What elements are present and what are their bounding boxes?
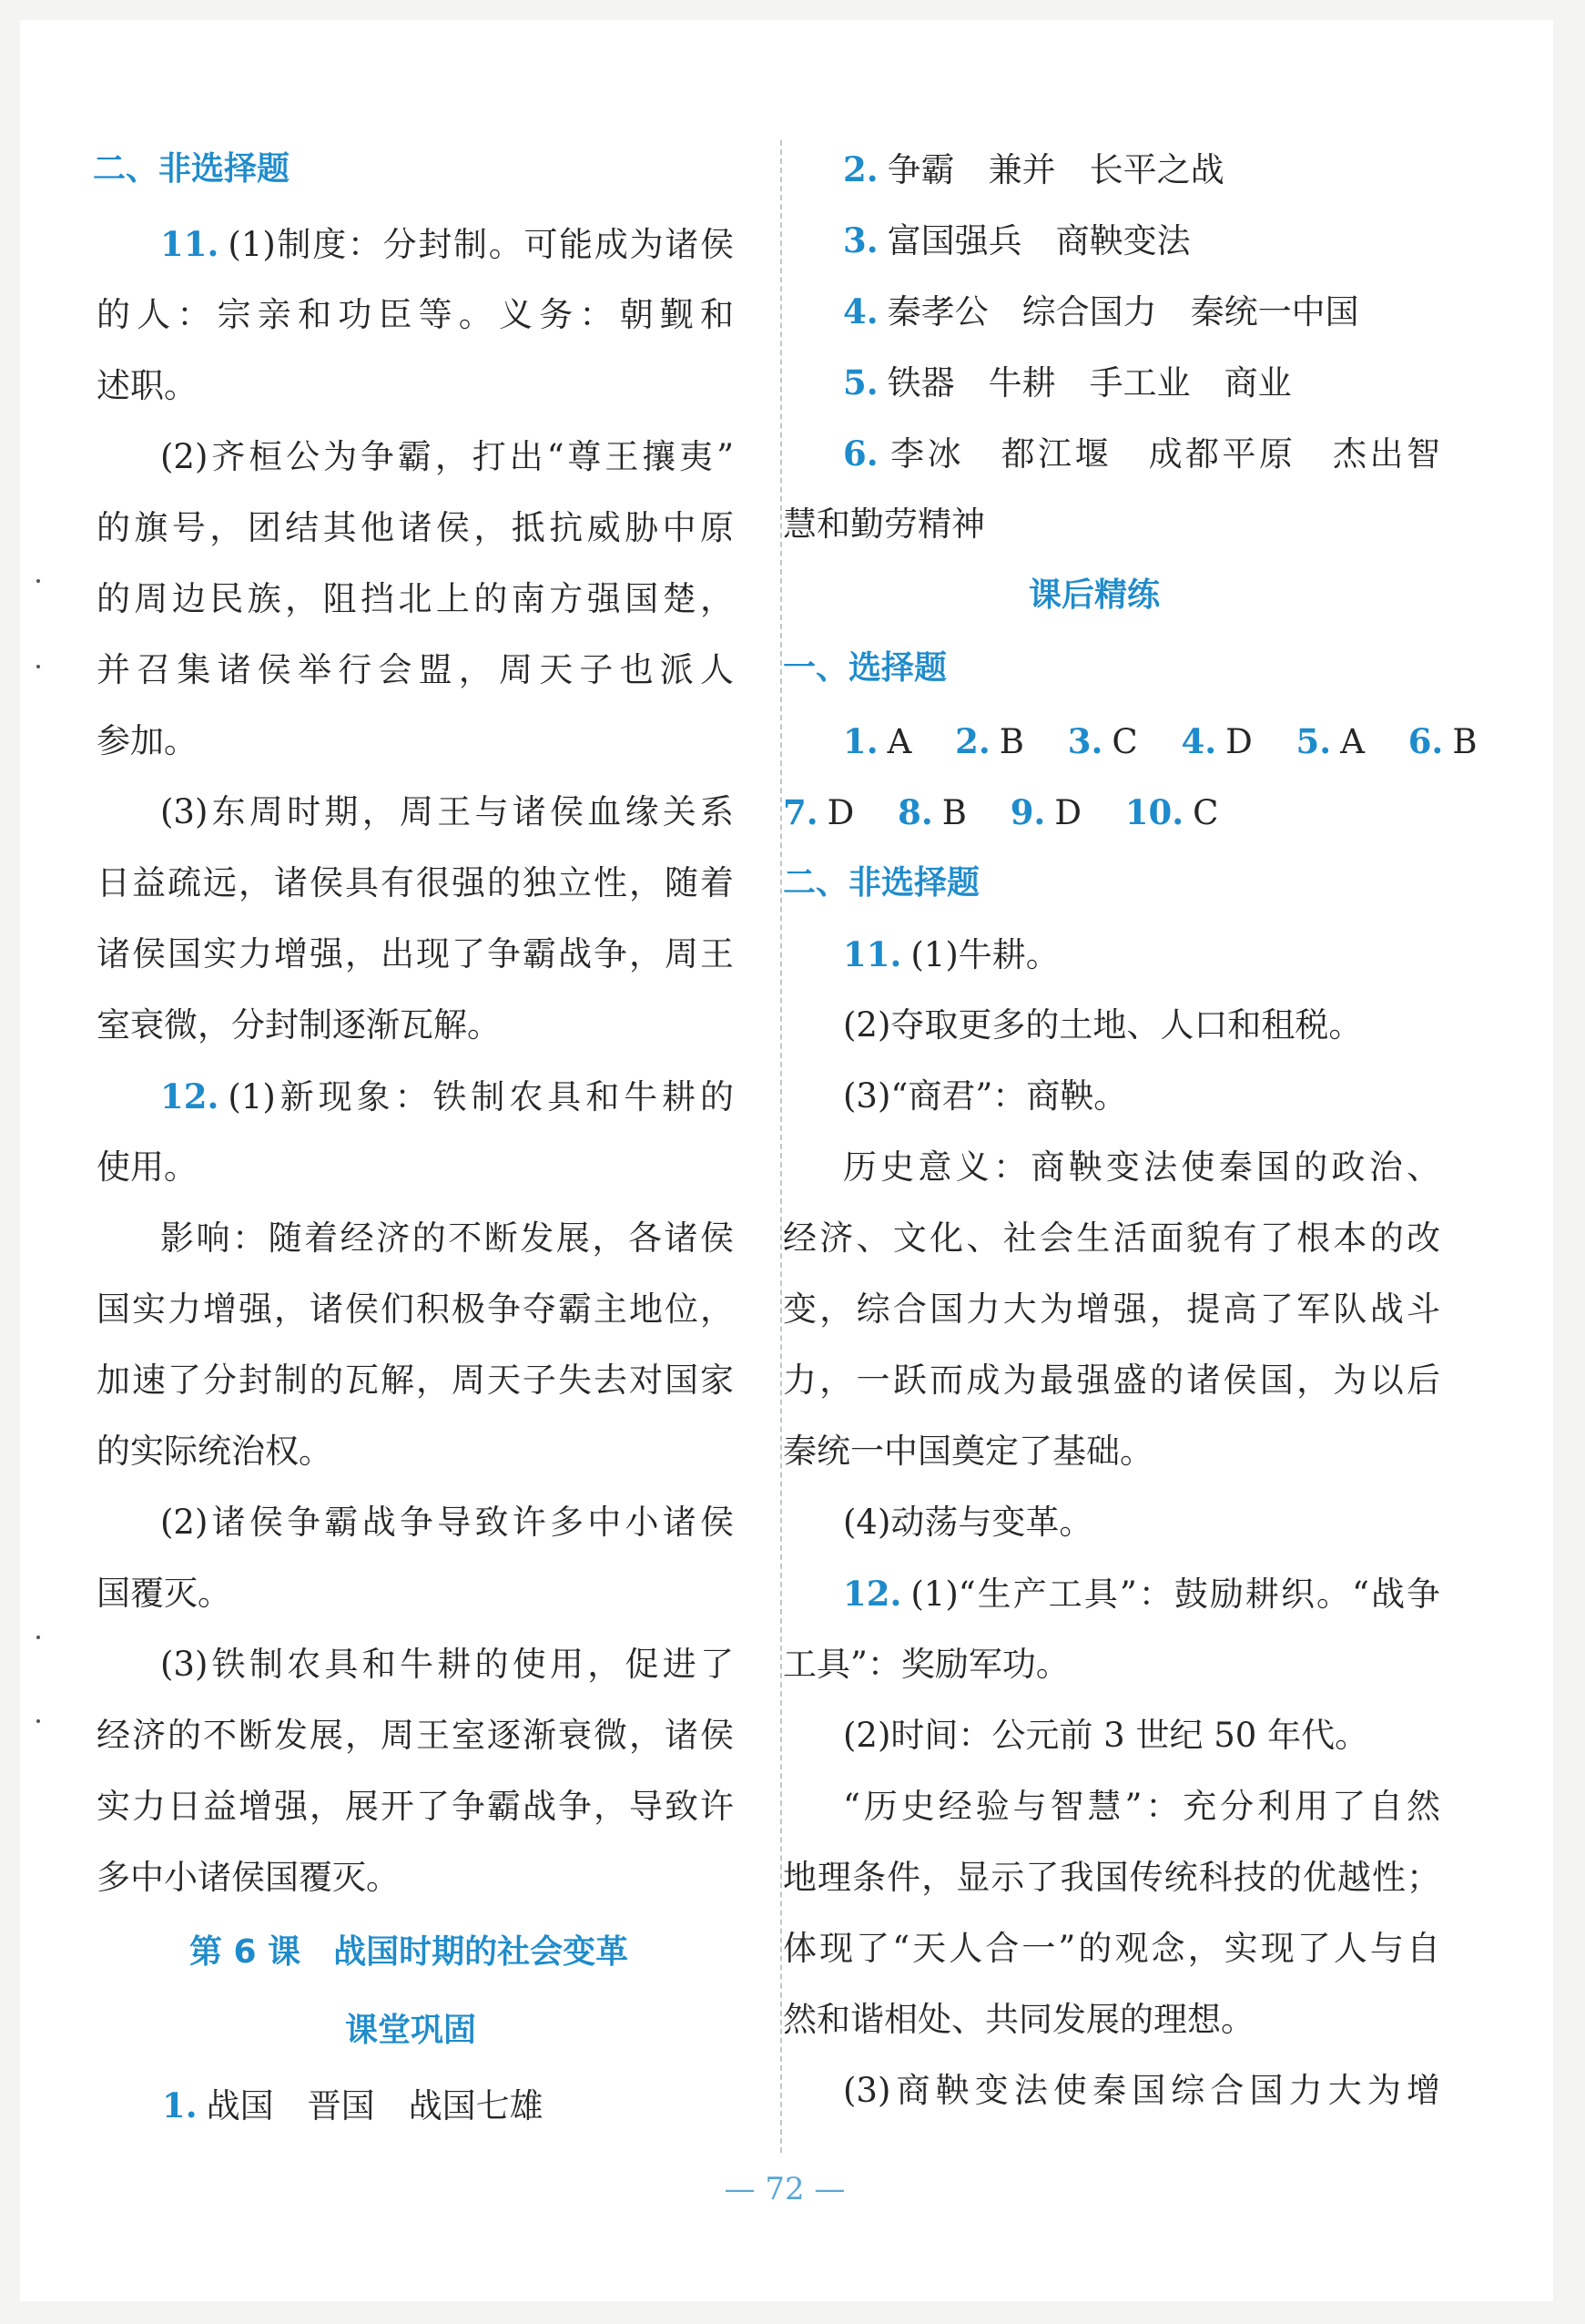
- choice-row-1: [843, 719, 1478, 763]
- choice-answer: 5. A: [1295, 721, 1365, 761]
- answer-6: 6. 李冰 都江堰 成都平原 杰出智: [843, 433, 1440, 474]
- answer-text: 历史意义：商鞅变法使秦国的政治、: [843, 1147, 1440, 1187]
- answer-5: 5. 铁器 牛耕 手工业 商业: [843, 362, 1292, 403]
- answer-11: 11. (1)牛耕。: [843, 934, 1060, 974]
- subsection-heading: 课后精练: [1029, 576, 1161, 614]
- section-heading: 二、非选择题: [783, 864, 980, 902]
- question-number: 12.: [160, 1076, 219, 1116]
- answer-text: 经济、文化、社会生活面貌有了根本的改: [783, 1218, 1440, 1258]
- answer-text: (2)时间：公元前 3 世纪 50 年代。: [843, 1716, 1369, 1755]
- answer-text: 国实力增强，诸侯们积极争夺霸主地位，: [97, 1289, 734, 1329]
- answer-2: 2. 争霸 兼并 长平之战: [843, 149, 1224, 189]
- choice-answer: 10. C: [1124, 792, 1219, 832]
- answer-text: 室衰微，分封制逐渐瓦解。: [97, 1005, 501, 1045]
- answer-text: (2)诸侯争霸战争导致许多中小诸侯: [160, 1503, 734, 1542]
- margin-dot: [36, 665, 40, 668]
- answer-text: 并召集诸侯举行会盟，周天子也派人: [97, 650, 734, 689]
- answer-12: 12. (1)“生产工具”：鼓励耕织。“战争: [843, 1574, 1440, 1614]
- choice-answer: 8. B: [898, 792, 967, 832]
- choice-row-2: [783, 790, 1218, 834]
- answer-12-line-1: 12. (1)新现象：铁制农具和牛耕的: [160, 1076, 734, 1116]
- choice-answer: 2. B: [955, 721, 1024, 761]
- answer-text: 使用。: [97, 1147, 198, 1187]
- answer-text: “历史经验与智慧”：充分利用了自然: [843, 1787, 1440, 1826]
- page: [20, 20, 1553, 2301]
- answer-text: 变，综合国力大为增强，提高了军队战斗: [783, 1289, 1440, 1329]
- answer-text: 工具”：奖励军功。: [783, 1645, 1070, 1684]
- choice-answer: 6. B: [1407, 721, 1478, 761]
- section-heading: 一、选择题: [783, 649, 948, 687]
- answer-text: (2)齐桓公为争霸，打出“尊王攘夷”: [160, 437, 734, 476]
- answer-4: 4. 秦孝公 综合国力 秦统一中国: [843, 291, 1359, 331]
- answer-text: 的周边民族，阻挡北上的南方强国楚，: [97, 579, 734, 618]
- answer-text: 地理条件，显示了我国传统科技的优越性；: [783, 1858, 1440, 1897]
- choice-answer: 9. D: [1010, 792, 1082, 832]
- answer-text: 然和谐相处、共同发展的理想。: [783, 2000, 1255, 2039]
- answer-text: 的旗号，团结其他诸侯，抵抗威胁中原: [97, 508, 734, 547]
- answer-text: (3)商鞅变法使秦国综合国力大为增: [843, 2071, 1440, 2110]
- answer-text: 体现了“天人合一”的观念，实现了人与自: [783, 1929, 1440, 1968]
- margin-dot: [36, 579, 40, 583]
- answer-text: 慧和勤劳精神: [783, 505, 985, 544]
- answer-text: 诸侯国实力增强，出现了争霸战争，周王: [97, 934, 734, 973]
- answer-text: 日益疏远，诸侯具有很强的独立性，随着: [97, 863, 734, 902]
- answer-text: 国覆灭。: [97, 1574, 231, 1613]
- choice-answer: 3. C: [1067, 721, 1138, 761]
- answer-text: 加速了分封制的瓦解，周天子失去对国家: [97, 1361, 734, 1400]
- answer-3: 3. 富国强兵 商鞅变法: [843, 220, 1191, 260]
- answer-text: (3)“商君”：商鞅。: [843, 1076, 1128, 1116]
- page-number: — 72 —: [724, 2171, 846, 2207]
- choice-answer: 1. A: [843, 721, 912, 761]
- column-divider: [780, 140, 782, 2153]
- answer-text: 实力日益增强，展开了争霸战争，导致许: [97, 1787, 734, 1826]
- choice-answer: 4. D: [1181, 721, 1253, 761]
- margin-dot: [36, 1719, 40, 1723]
- answer-text: 的实际统治权。: [97, 1432, 332, 1471]
- answer-text: (3)铁制农具和牛耕的使用，促进了: [160, 1645, 734, 1684]
- section-heading: 二、非选择题: [93, 150, 290, 188]
- answer-text: 秦统一中国奠定了基础。: [783, 1432, 1153, 1471]
- answer-text: 多中小诸侯国覆灭。: [97, 1858, 400, 1897]
- answer-11-line-1: 11. (1)制度：分封制。可能成为诸侯: [160, 224, 734, 264]
- answer-text: 参加。: [97, 721, 198, 760]
- answer-text: (3)东周时期，周王与诸侯血缘关系: [160, 792, 734, 831]
- subsection-heading: 课堂巩固: [345, 2012, 477, 2049]
- answer-1: 1. 战国 晋国 战国七雄: [162, 2085, 544, 2125]
- answer-text: (4)动荡与变革。: [843, 1503, 1093, 1542]
- answer-text: 述职。: [97, 366, 198, 405]
- answer-text: 力，一跃而成为最强盛的诸侯国，为以后: [783, 1361, 1440, 1400]
- question-number: 11.: [160, 224, 219, 264]
- answer-text: 影响：随着经济的不断发展，各诸侯: [160, 1218, 734, 1258]
- margin-dot: [36, 1636, 40, 1639]
- answer-text: (2)夺取更多的土地、人口和租税。: [843, 1005, 1363, 1045]
- lesson-title: 第 6 课 战国时期的社会变革: [189, 1933, 629, 1971]
- answer-text: 经济的不断发展，周王室逐渐衰微，诸侯: [97, 1716, 734, 1755]
- choice-answer: 7. D: [783, 792, 855, 832]
- answer-text: 的人：宗亲和功臣等。义务：朝觐和: [97, 295, 734, 334]
